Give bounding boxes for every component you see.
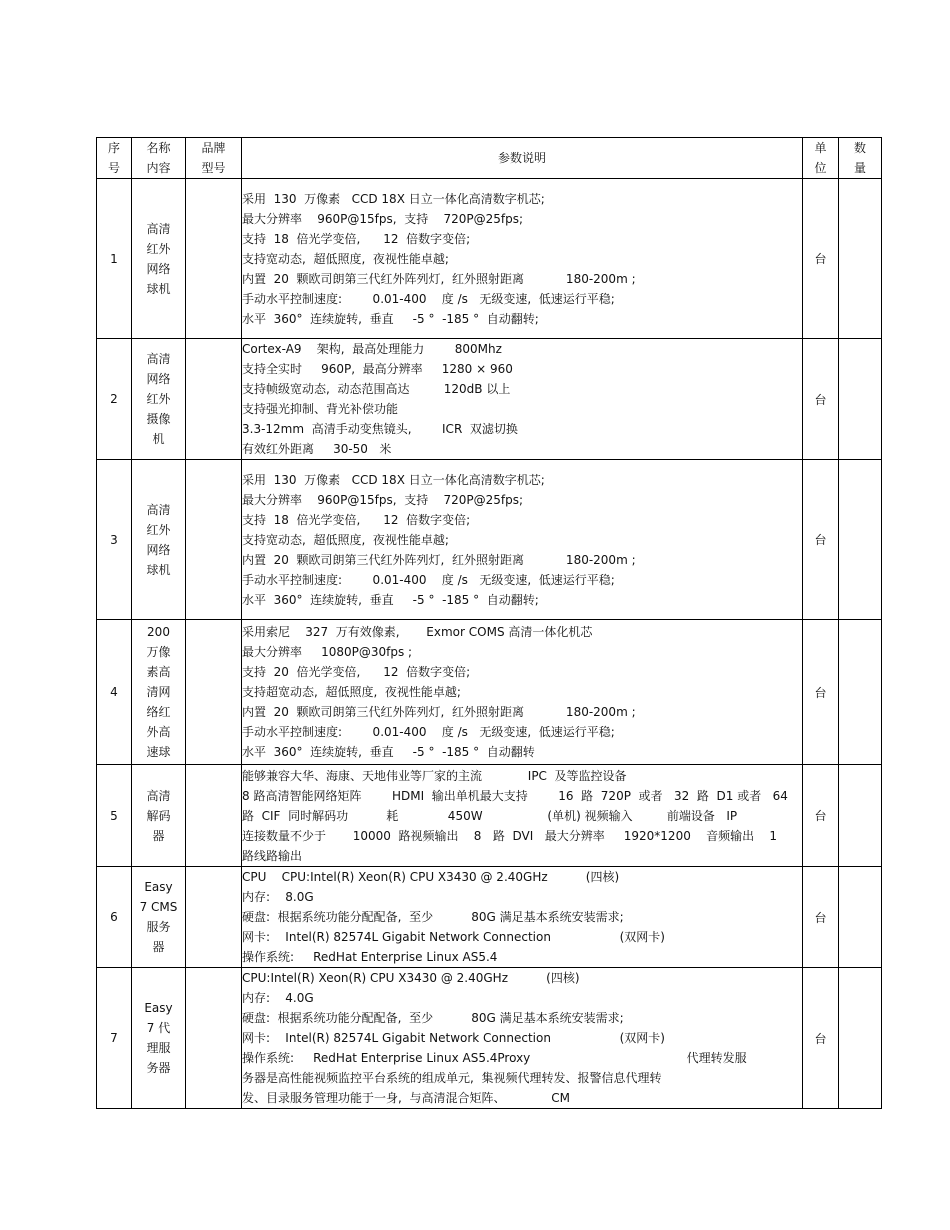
cell-unit: 台 bbox=[803, 179, 839, 339]
header-brand: 品牌 型号 bbox=[186, 138, 242, 179]
param-line: 支持 20 倍光学变倍, 12 倍数字变倍; bbox=[242, 665, 471, 679]
cell-qty bbox=[839, 968, 882, 1109]
cell-unit: 台 bbox=[803, 620, 839, 765]
name-line: 理服 bbox=[146, 1041, 171, 1055]
table-row bbox=[97, 968, 882, 1109]
name-line: Easy bbox=[144, 1001, 173, 1015]
cell-brand bbox=[186, 765, 242, 867]
table-row bbox=[97, 620, 882, 765]
cell-params bbox=[242, 620, 803, 765]
cell-name bbox=[132, 968, 186, 1109]
param-line: CPU:Intel(R) Xeon(R) CPU X3430 @ 2.40GHz (四核) bbox=[242, 971, 580, 985]
cell-seq: 6 bbox=[97, 867, 132, 968]
param-line: 支持宽动态, 超低照度, 夜视性能卓越; bbox=[242, 532, 449, 547]
cell-params bbox=[242, 179, 803, 339]
cell-params bbox=[242, 460, 803, 620]
cell-name bbox=[132, 179, 186, 339]
name-line: 高清 bbox=[146, 221, 171, 236]
param-line: 最大分辨率 960P@15fps, 支持 720P@25fps; bbox=[242, 492, 524, 507]
param-line: 务器是高性能视频监控平台系统的组成单元, 集视频代理转发、报警信息代理转 bbox=[242, 1071, 662, 1085]
name-line: 红外 bbox=[146, 392, 171, 406]
cell-seq: 4 bbox=[97, 620, 132, 765]
param-line: 硬盘: 根据系统功能分配配备, 至少 80G 满足基本系统安装需求; bbox=[242, 910, 624, 924]
cell-name bbox=[132, 339, 186, 460]
table-row bbox=[97, 765, 882, 867]
cell-params bbox=[242, 339, 803, 460]
name-line: 球机 bbox=[146, 562, 171, 577]
name-line: 络红 bbox=[146, 705, 171, 719]
name-line: 红外 bbox=[146, 241, 171, 256]
cell-brand bbox=[186, 867, 242, 968]
param-line: 发、目录服务管理功能于一身, 与高清混合矩阵、 CM bbox=[242, 1091, 570, 1105]
name-line: 解码 bbox=[146, 808, 171, 823]
param-line: 操作系统: RedHat Enterprise Linux AS5.4Proxy 代理转发服 bbox=[242, 1051, 747, 1065]
param-line: 水平 360° 连续旋转, 垂直 -5 ° -185 ° 自动翻转; bbox=[242, 311, 539, 326]
cell-seq: 5 bbox=[97, 765, 132, 867]
param-line: 能够兼容大华、海康、天地伟业等厂家的主流 IPC 及等监控设备 bbox=[242, 768, 627, 783]
param-line: 支持全实时 960P, 最高分辨率 1280 × 960 bbox=[242, 362, 513, 376]
cell-params bbox=[242, 867, 803, 968]
cell-qty bbox=[839, 339, 882, 460]
param-line: 支持宽动态, 超低照度, 夜视性能卓越; bbox=[242, 251, 449, 266]
param-line: 内存: 8.0G bbox=[242, 890, 314, 904]
param-line: 网卡: Intel(R) 82574L Gigabit Network Connection (双网卡) bbox=[242, 1031, 665, 1045]
header-unit: 单 位 bbox=[803, 138, 839, 179]
param-line: 支持强光抑制、背光补偿功能 bbox=[242, 402, 399, 416]
param-line: 有效红外距离 30-50 米 bbox=[242, 442, 392, 456]
cell-seq: 2 bbox=[97, 339, 132, 460]
table-row bbox=[97, 460, 882, 620]
cell-unit: 台 bbox=[803, 765, 839, 867]
cell-unit: 台 bbox=[803, 460, 839, 620]
param-line: 3.3-12mm 高清手动变焦镜头, ICR 双滤切换 bbox=[242, 422, 518, 436]
name-line: 清网 bbox=[146, 685, 171, 699]
name-line: 外高 bbox=[146, 725, 171, 739]
cell-qty bbox=[839, 765, 882, 867]
cell-seq: 7 bbox=[97, 968, 132, 1109]
param-line: 路 CIF 同时解码功 耗 450W (单机) 视频输入 前端设备 IP bbox=[242, 808, 738, 823]
param-line: 采用索尼 327 万有效像素, Exmor COMS 高清一体化机芯 bbox=[242, 625, 593, 639]
name-line: 务器 bbox=[146, 1061, 171, 1075]
cell-brand bbox=[186, 620, 242, 765]
name-line: 器 bbox=[152, 940, 165, 954]
cell-unit: 台 bbox=[803, 339, 839, 460]
cell-params bbox=[242, 765, 803, 867]
cell-name bbox=[132, 620, 186, 765]
name-line: 7 CMS bbox=[139, 900, 178, 914]
param-line: 最大分辨率 960P@15fps, 支持 720P@25fps; bbox=[242, 211, 524, 226]
name-line: 机 bbox=[152, 432, 165, 446]
table-row bbox=[97, 179, 882, 339]
cell-qty bbox=[839, 620, 882, 765]
header-name: 名称 内容 bbox=[132, 138, 186, 179]
cell-brand bbox=[186, 179, 242, 339]
name-line: 速球 bbox=[146, 745, 171, 759]
param-line: 手动水平控制速度: 0.01-400 度 /s 无级变速, 低速运行平稳; bbox=[242, 572, 615, 587]
param-line: 硬盘: 根据系统功能分配配备, 至少 80G 满足基本系统安装需求; bbox=[242, 1011, 624, 1025]
param-line: 内置 20 颗欧司朗第三代红外阵列灯, 红外照射距离 180-200m ; bbox=[242, 552, 636, 567]
param-line: 最大分辨率 1080P@30fps ; bbox=[242, 645, 413, 659]
header-params: 参数说明 bbox=[242, 138, 803, 179]
param-line: 支持超宽动态, 超低照度, 夜视性能卓越; bbox=[242, 685, 461, 699]
cell-name bbox=[132, 765, 186, 867]
name-line: 素高 bbox=[146, 665, 171, 679]
cell-brand bbox=[186, 968, 242, 1109]
param-line: 采用 130 万像素 CCD 18X 日立一体化高清数字机芯; bbox=[242, 191, 545, 206]
name-line: 万像 bbox=[146, 645, 171, 659]
name-line: 网络 bbox=[146, 261, 171, 276]
param-line: 路线路输出 bbox=[242, 848, 303, 863]
name-line: 7 代 bbox=[146, 1021, 171, 1035]
cell-brand bbox=[186, 339, 242, 460]
param-line: 水平 360° 连续旋转, 垂直 -5 ° -185 ° 自动翻转; bbox=[242, 592, 539, 607]
cell-qty bbox=[839, 460, 882, 620]
header-seq: 序 号 bbox=[97, 138, 132, 179]
cell-qty bbox=[839, 179, 882, 339]
name-line: 球机 bbox=[146, 281, 171, 296]
cell-seq: 1 bbox=[97, 179, 132, 339]
param-line: Cortex-A9 架构, 最高处理能力 800Mhz bbox=[242, 342, 502, 356]
name-line: 200 bbox=[147, 625, 170, 639]
name-line: 摄像 bbox=[146, 412, 171, 426]
cell-brand bbox=[186, 460, 242, 620]
header-qty: 数 量 bbox=[839, 138, 882, 179]
param-line: 内存: 4.0G bbox=[242, 991, 314, 1005]
cell-unit: 台 bbox=[803, 867, 839, 968]
param-line: 连接数量不少于 10000 路视频输出 8 路 DVI 最大分辨率 1920*1200 音频输出 1 bbox=[242, 828, 777, 843]
param-line: 8 路高清智能网络矩阵 HDMI 输出单机最大支持 16 路 720P 或者 32 路 D1 或者 64 bbox=[242, 788, 788, 803]
name-line: 高清 bbox=[146, 502, 171, 517]
equipment-spec-table bbox=[96, 137, 882, 1109]
cell-name bbox=[132, 460, 186, 620]
param-line: 手动水平控制速度: 0.01-400 度 /s 无级变速, 低速运行平稳; bbox=[242, 725, 615, 739]
param-line: 水平 360° 连续旋转, 垂直 -5 ° -185 ° 自动翻转 bbox=[242, 745, 535, 759]
param-line: 支持 18 倍光学变倍, 12 倍数字变倍; bbox=[242, 231, 471, 246]
table-row bbox=[97, 339, 882, 460]
param-line: 内置 20 颗欧司朗第三代红外阵列灯, 红外照射距离 180-200m ; bbox=[242, 271, 636, 286]
param-line: 操作系统: RedHat Enterprise Linux AS5.4 bbox=[242, 950, 498, 964]
name-line: 红外 bbox=[146, 522, 171, 537]
param-line: 手动水平控制速度: 0.01-400 度 /s 无级变速, 低速运行平稳; bbox=[242, 291, 615, 306]
table-row bbox=[97, 867, 882, 968]
param-line: 支持帧级宽动态, 动态范围高达 120dB 以上 bbox=[242, 382, 511, 396]
param-line: 内置 20 颗欧司朗第三代红外阵列灯, 红外照射距离 180-200m ; bbox=[242, 705, 636, 719]
name-line: 高清 bbox=[146, 352, 171, 366]
cell-qty bbox=[839, 867, 882, 968]
name-line: 服务 bbox=[146, 920, 171, 934]
name-line: 器 bbox=[152, 828, 165, 843]
cell-params bbox=[242, 968, 803, 1109]
param-line: 采用 130 万像素 CCD 18X 日立一体化高清数字机芯; bbox=[242, 472, 545, 487]
cell-unit: 台 bbox=[803, 968, 839, 1109]
cell-seq: 3 bbox=[97, 460, 132, 620]
param-line: 支持 18 倍光学变倍, 12 倍数字变倍; bbox=[242, 512, 471, 527]
name-line: 网络 bbox=[146, 542, 171, 557]
param-line: CPU CPU:Intel(R) Xeon(R) CPU X3430 @ 2.40GHz (四核) bbox=[242, 870, 620, 884]
name-line: 高清 bbox=[146, 788, 171, 803]
header-row bbox=[97, 138, 882, 179]
name-line: Easy bbox=[144, 880, 173, 894]
name-line: 网络 bbox=[146, 372, 171, 386]
param-line: 网卡: Intel(R) 82574L Gigabit Network Connection (双网卡) bbox=[242, 930, 665, 944]
cell-name bbox=[132, 867, 186, 968]
